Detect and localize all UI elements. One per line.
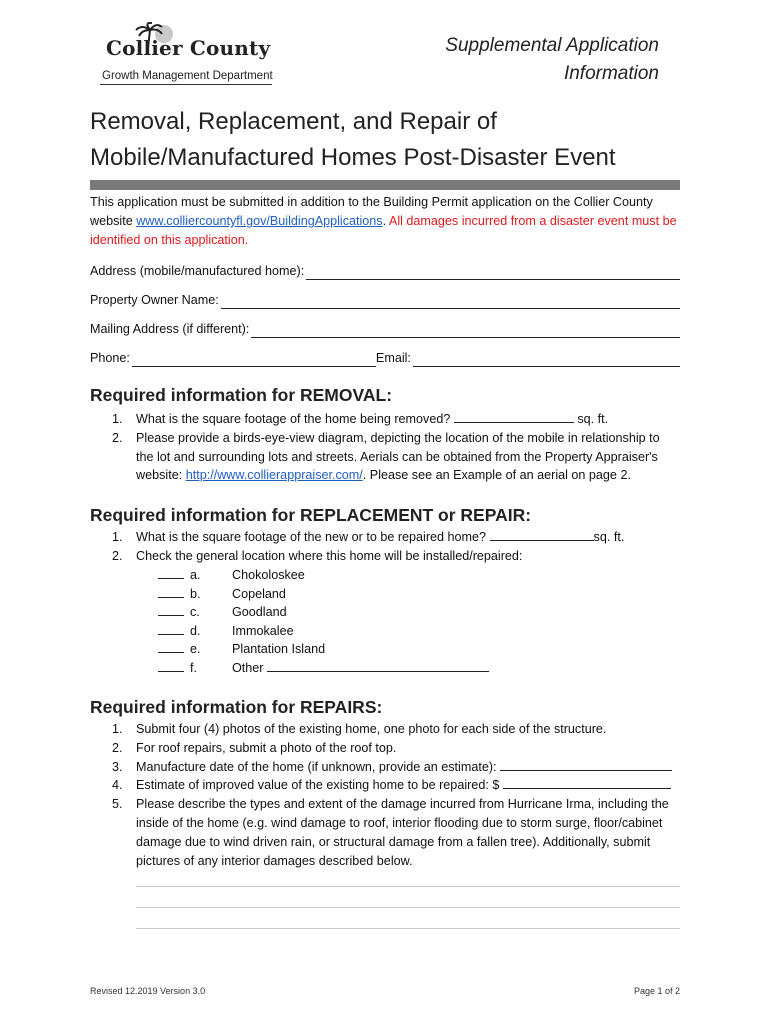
- location-checkbox-line[interactable]: [158, 566, 184, 579]
- repairs-list: [90, 720, 680, 870]
- location-option[interactable]: [158, 603, 287, 622]
- intro-red-notice: All damages incurred from a disaster event must be identified on this application.: [90, 214, 677, 247]
- diagram-instructions: Please provide a birds-eye-view diagram, depicting the location of the mobile in relationship to the lot and surrounding lots and streets. Aerials can be obtained from the Property Appraiser's website:: [136, 430, 660, 483]
- list-item: [90, 739, 680, 758]
- location-question: Check the general location where this home will be installed/repaired:: [136, 548, 523, 563]
- replacement-sqft-input[interactable]: [490, 528, 594, 541]
- title-line-1: Removal, Replacement, and Repair of: [90, 108, 497, 135]
- location-name: Immokalee: [232, 623, 294, 638]
- owner-field[interactable]: [90, 291, 680, 309]
- repairs-heading: Required information for REPAIRS:: [90, 697, 383, 717]
- logo-subtitle: Growth Management Department: [102, 70, 273, 82]
- list-item: [90, 429, 680, 485]
- aerial-example-note: . Please see an Example of an aerial on page 2.: [362, 468, 631, 483]
- building-applications-link[interactable]: www.colliercountyfl.gov/BuildingApplications: [136, 214, 383, 228]
- address-field[interactable]: [90, 262, 680, 280]
- address-label: Address (mobile/manufactured home):: [90, 264, 305, 278]
- location-letter: b.: [190, 586, 201, 601]
- list-item: [90, 795, 680, 870]
- damage-description-prompt: Please describe the types and extent of the damage incurred from Hurricane Irma, including the inside of the home (e.g. wind damage to roof, interior flooding due to storm surge, floor/cabinet damage due to wind driven rain, or structural damage from a fallen tree). Additionally, submit pictures of any interior damages described below.: [136, 797, 669, 868]
- location-option[interactable]: [158, 585, 286, 604]
- removal-sqft-input[interactable]: [454, 410, 574, 423]
- list-item: [90, 410, 680, 429]
- footer-revision: Revised 12.2019 Version 3.0: [90, 986, 206, 996]
- location-option[interactable]: [158, 566, 305, 585]
- repair-item-text: For roof repairs, submit a photo of the roof top.: [136, 740, 397, 755]
- item-number: 5.: [112, 797, 123, 812]
- sqft-unit: sq. ft.: [577, 412, 609, 426]
- improved-value-input[interactable]: [503, 776, 671, 789]
- mailing-input-line[interactable]: [251, 323, 680, 338]
- email-input-line[interactable]: [413, 352, 680, 367]
- location-letter: d.: [190, 623, 201, 638]
- collier-appraiser-link[interactable]: http://www.collierappraiser.com/: [185, 468, 363, 483]
- location-name: Copeland: [232, 586, 286, 601]
- collier-county-logo: [100, 22, 280, 88]
- damage-response-line[interactable]: [136, 907, 680, 908]
- location-name: Chokoloskee: [232, 568, 305, 582]
- damage-response-line[interactable]: [136, 928, 680, 929]
- item-number: 2.: [112, 740, 123, 755]
- removal-sqft-question: What is the square footage of the home being removed?: [136, 412, 451, 426]
- phone-input-line[interactable]: [132, 352, 376, 367]
- removal-list: [90, 410, 680, 485]
- logo-divider: [100, 84, 272, 85]
- location-letter: c.: [190, 605, 200, 620]
- intro-text: This application must be submitted in addition to the Building Permit application on the Collier County website: [90, 195, 653, 228]
- list-item: [90, 547, 680, 566]
- title-line-2: Mobile/Manufactured Homes Post-Disaster Event: [90, 144, 616, 171]
- repair-item-text: Submit four (4) photos of the existing home, one photo for each side of the structure.: [136, 722, 607, 736]
- sqft-unit: sq. ft.: [593, 530, 625, 544]
- replacement-sqft-question: What is the square footage of the new or to be repaired home?: [136, 530, 487, 544]
- list-item: [90, 758, 680, 777]
- location-letter: a.: [190, 568, 201, 582]
- location-option[interactable]: [158, 622, 294, 641]
- phone-label: Phone:: [90, 351, 130, 365]
- supplemental-line-1: Supplemental Application: [445, 35, 659, 56]
- address-input-line[interactable]: [306, 265, 680, 280]
- location-checkbox-line[interactable]: [158, 640, 184, 653]
- replacement-heading: Required information for REPLACEMENT or REPAIR:: [90, 505, 532, 525]
- owner-input-line[interactable]: [221, 294, 680, 309]
- intro-paragraph: [90, 193, 682, 250]
- mailing-label: Mailing Address (if different):: [90, 322, 250, 336]
- item-number: 2.: [112, 430, 123, 445]
- list-item: [90, 528, 680, 547]
- location-letter: f.: [190, 661, 197, 675]
- item-number: 2.: [112, 548, 123, 563]
- owner-label: Property Owner Name:: [90, 293, 219, 307]
- improved-value-label: Estimate of improved value of the existing home to be repaired: $: [136, 778, 500, 793]
- list-item: [90, 776, 680, 795]
- location-name: Goodland: [232, 605, 287, 620]
- location-name: Plantation Island: [232, 642, 326, 657]
- location-checkbox-line[interactable]: [158, 622, 184, 635]
- logo-title: Collier County: [106, 36, 271, 60]
- location-checkbox-line[interactable]: [158, 659, 184, 672]
- manufacture-date-input[interactable]: [500, 758, 672, 771]
- item-number: 4.: [112, 778, 123, 793]
- location-option[interactable]: [158, 659, 489, 678]
- item-number: 3.: [112, 759, 123, 774]
- phone-email-field[interactable]: [90, 349, 680, 367]
- location-checkbox-line[interactable]: [158, 603, 184, 616]
- item-number: 1.: [112, 530, 123, 544]
- document-title: [90, 104, 616, 176]
- location-checkbox-line[interactable]: [158, 585, 184, 598]
- mailing-field[interactable]: [90, 320, 680, 338]
- manufacture-date-label: Manufacture date of the home (if unknown, provide an estimate):: [136, 759, 497, 774]
- item-number: 1.: [112, 412, 123, 426]
- removal-heading: Required information for REMOVAL:: [90, 385, 393, 405]
- item-number: 1.: [112, 722, 123, 736]
- location-option[interactable]: [158, 640, 325, 659]
- other-location-input[interactable]: [267, 659, 489, 672]
- damage-response-line[interactable]: [136, 886, 680, 887]
- email-label: Email:: [375, 351, 411, 365]
- supplemental-line-2: Information: [563, 63, 659, 84]
- replacement-list: [90, 528, 680, 566]
- list-item: [90, 720, 680, 739]
- supplemental-header: [445, 32, 659, 88]
- footer-page-number: Page 1 of 2: [633, 986, 680, 996]
- title-divider-bar: [90, 180, 680, 190]
- intro-text-b: .: [382, 214, 389, 228]
- location-name: Other: [232, 661, 264, 675]
- location-letter: e.: [190, 642, 201, 657]
